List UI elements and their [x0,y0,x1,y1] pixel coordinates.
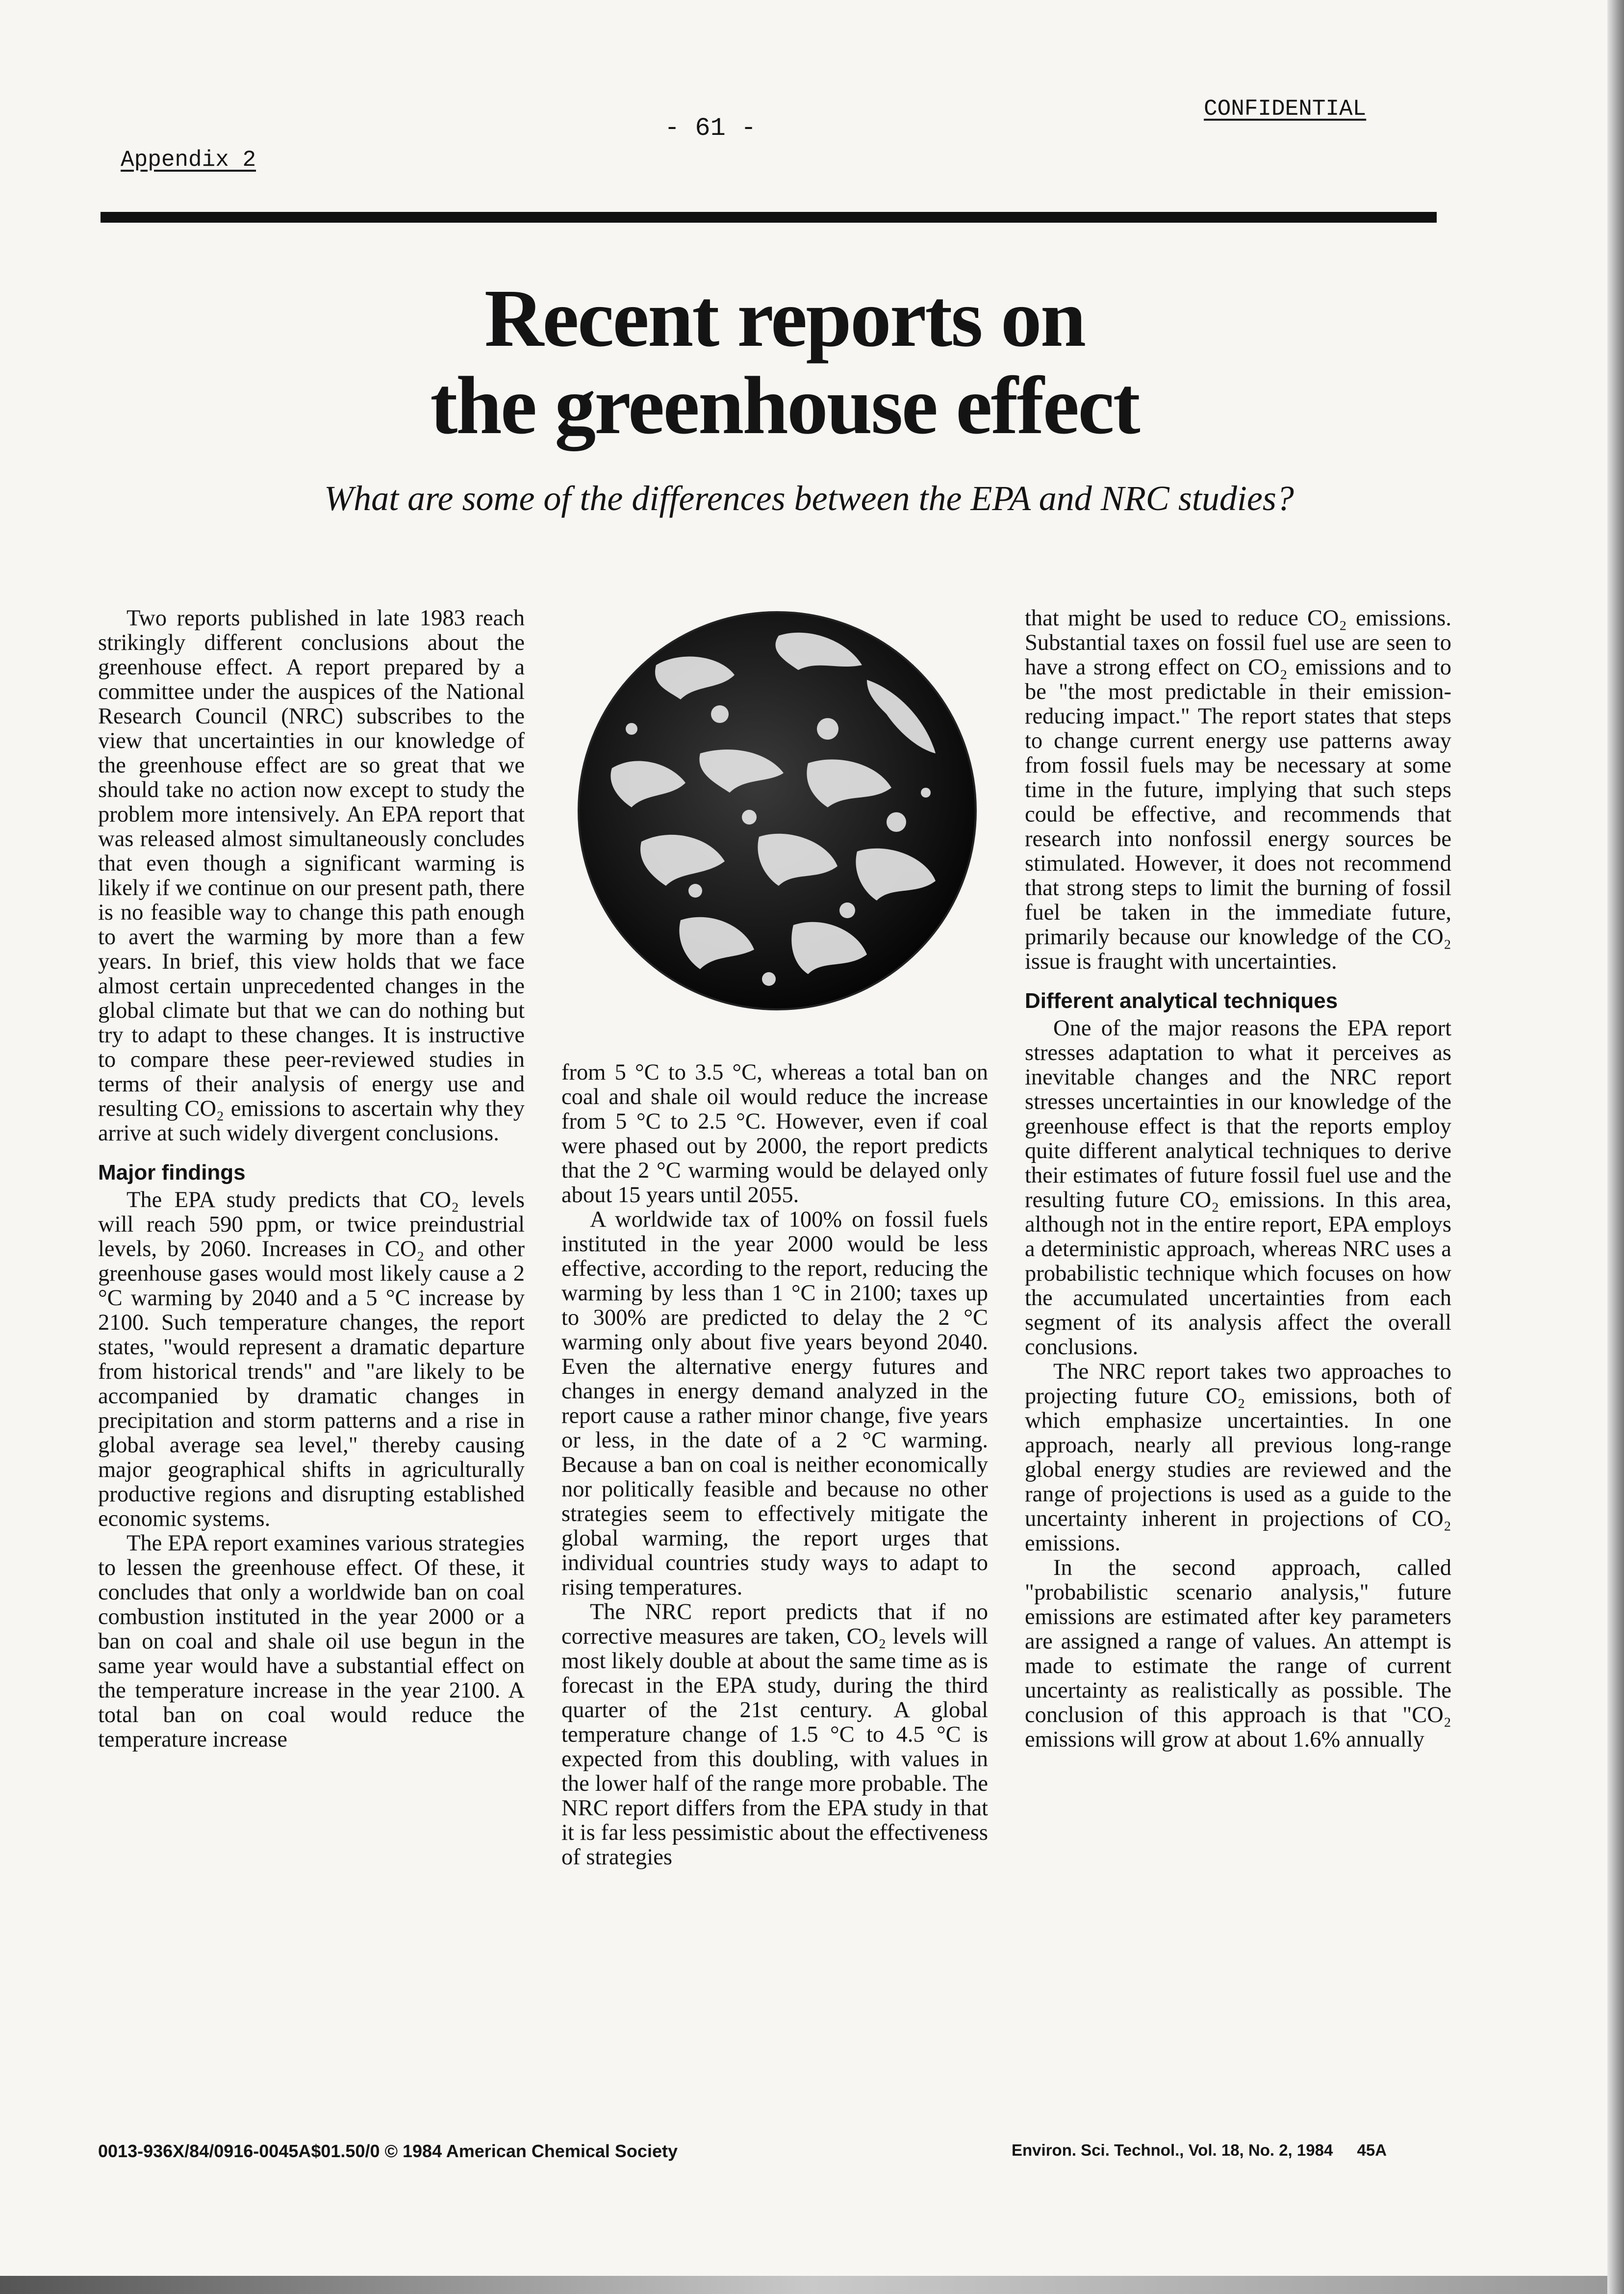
paragraph: from 5 °C to 3.5 °C, whereas a total ban on coal and shale oil would reduce the increase from 5 °C to 2.5 °C. However, even if coal were phased out by 2000, the report predicts that the 2 °C warming would be delayed only about 15 years until 2055. [561,1060,988,1208]
header-rule [101,212,1437,223]
footer-journal [1012,2141,1387,2160]
appendix-label: Appendix 2 [121,147,256,173]
paragraph: The EPA study predicts that CO₂ levels will reach 590 ppm, or twice preindustrial levels, by 2060. Increases in CO₂ and other greenhouse gases would most likely cause a 2 °C warming by 2040 and a 5 °C increase by 2100. Such temperature changes, the report states, "would represent a dramatic departure from historical trends" and "are likely to be accompanied by dramatic changes in precipitation and storm patterns and a rise in global average sea level," thereby causing major geographical shifts in agriculturally productive regions and disrupting established economic systems. [98,1187,525,1531]
article-subtitle: What are some of the differences between the EPA and NRC studies? [324,479,1294,518]
scan-right-edge [1607,0,1624,2294]
paragraph: The NRC report predicts that if no corrective measures are taken, CO₂ levels will most likely double at about the same time as is forecast in the EPA study, during the third quarter of the 21st century. A global temperature change of 1.5 °C to 4.5 °C is expected from this doubling, with values in the lower half of the range more probable. The NRC report differs from the EPA study in that it is far less pessimistic about the effectiveness of strategies [561,1599,988,1870]
paragraph: The NRC report takes two approaches to projecting future CO₂ emissions, both of which emphasize uncertainties. In one approach, nearly all previous long-range global energy studies are reviewed and the range of projections is used as a guide to the uncertainty inherent in projections of CO₂ emissions. [1025,1359,1451,1556]
confidential-stamp: CONFIDENTIAL [1204,96,1367,122]
paragraph: The EPA report examines various strategies to lessen the greenhouse effect. Of these, it concludes that only a worldwide ban on coal combustion instituted in the year 2000 or a ban on coal and shale oil use begun in the same year would have a substantial effect on the temperature increase in the year 2100. A total ban on coal would reduce the temperature increase [98,1531,525,1752]
paragraph: Two reports published in late 1983 reach strikingly different conclusions about the greenhouse effect. A report prepared by a committee under the auspices of the National Research Council (NRC) subscribes to the view that uncertainties in our knowledge of the greenhouse effect are so great that we should take no action now except to study the problem more intensively. An EPA report that was released almost simultaneously concludes that even though a significant warming is likely if we continue on our present path, there is no feasible way to change this path enough to avert the warming by more than a few years. In brief, this view holds that we face almost certain unprecedented changes in the global climate but that we can do nothing but try to adapt to these changes. It is instructive to compare these peer-reviewed studies in terms of their analysis of energy use and resulting CO₂ emissions to ascertain why they arrive at such widely divergent conclusions. [98,606,525,1146]
text-column-3 [1025,606,1451,1752]
text-column-1 [98,606,525,1752]
paragraph: In the second approach, called "probabilistic scenario analysis," future emissions are estimated after key parameters are assigned a range of values. An attempt is made to estimate the range of current uncertainty as realistically as possible. The conclusion of this approach is that "CO₂ emissions will grow at about 1.6% annually [1025,1555,1451,1752]
title-line-1: Recent reports on [484,273,1085,364]
paragraph: A worldwide tax of 100% on fossil fuels instituted in the year 2000 would be less effective, according to the report, reducing the warming by less than 1 °C in 2100; taxes up to 300% are predicted to delay the 2 °C warming only about five years beyond 2040. Even the alternative energy futures and changes in energy demand analyzed in the report cause a rather minor change, five years or less, in the date of a 2 °C warming. Because a ban on coal is neither economically nor politically feasible and because no other strategies seem to effectively mitigate the global warming, the report urges that individual countries study ways to adapt to rising temperatures. [561,1207,988,1600]
article-title [147,275,1422,449]
earth-photo [573,606,982,1015]
journal-citation: Environ. Sci. Technol., Vol. 18, No. 2, 1984 [1012,2141,1333,2159]
footer-page-number: 45A [1357,2141,1387,2159]
section-heading-major-findings: Major findings [98,1160,246,1185]
title-line-2: the greenhouse effect [430,360,1139,451]
section-heading-analytical-techniques: Different analytical techniques [1025,989,1338,1013]
paragraph: One of the major reasons the EPA report stresses adaptation to what it perceives as inevitable changes and the NRC report stresses uncertainties in our knowledge of the greenhouse effect is that the reports employ quite different analytical techniques to derive their estimates of future fossil fuel use and the resulting future CO₂ emissions. In this area, although not in the entire report, EPA employs a deterministic approach, whereas NRC uses a probabilistic technique which focuses on how the accumulated uncertainties from each segment of its analysis affect the overall conclusions. [1025,1016,1451,1360]
footer-copyright: 0013-936X/84/0916-0045A$01.50/0 © 1984 American Chemical Society [98,2141,678,2161]
paragraph: that might be used to reduce CO₂ emissions. Substantial taxes on fossil fuel use are seen to have a strong effect on CO₂ emissions and to be "the most predictable in their emission-reducing impact." The report states that steps to change current energy use patterns away from fossil fuels may be necessary at some time in the future, implying that such steps could be effective, and recommends that research into nonfossil energy sources be stimulated. However, it does not recommend that strong steps to limit the burning of fossil fuel be taken in the immediate future, primarily because our knowledge of the CO₂ issue is fraught with uncertainties. [1025,606,1451,974]
page-number: - 61 - [664,114,757,143]
scan-bottom-edge [0,2276,1624,2294]
text-column-2 [561,1060,988,1870]
